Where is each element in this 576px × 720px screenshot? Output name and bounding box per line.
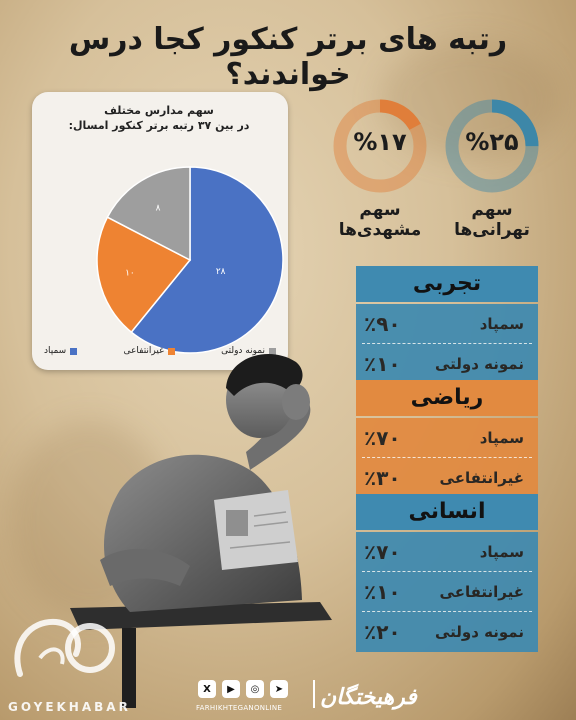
page-title: رتبه های برتر کنکور کجا درس خواندند؟ [68, 22, 508, 92]
row-label: نمونه دولتی [435, 355, 524, 373]
pie-slice-label: ۲۸ [215, 266, 226, 277]
donut-tehran-value: %۲۵ [465, 128, 519, 156]
pie-chart-panel [32, 92, 288, 370]
caption-line: سهم [471, 200, 513, 220]
x-icon[interactable]: X [198, 680, 216, 698]
row-percent: ٪۱۰ [364, 352, 401, 376]
pie-slice-label: ۸ [155, 203, 161, 214]
category-row [356, 532, 538, 572]
donut-mashhad-value: %۱۷ [353, 128, 407, 156]
row-label: سمپاد [479, 543, 524, 561]
row-percent: ٪۷۰ [364, 540, 401, 564]
category-header: ریاضی [356, 380, 538, 416]
brand-logo: فرهیختگان [320, 685, 417, 710]
instagram-icon[interactable]: ◎ [246, 680, 264, 698]
pie-chart [32, 92, 288, 370]
legend-label: غیرانتفاعی [123, 346, 164, 356]
row-percent: ٪۳۰ [364, 466, 401, 490]
donut-tehran [444, 98, 540, 194]
donut-mashhad-caption [325, 200, 435, 241]
row-percent: ٪۹۰ [364, 312, 401, 336]
youtube-icon[interactable]: ▶ [222, 680, 240, 698]
pie-title-line1: سهم مدارس مختلف [104, 104, 214, 117]
goyekhabar-logo [10, 614, 120, 684]
row-label: نمونه دولتی [435, 623, 524, 641]
social-handle: FARHIKHTEGANONLINE [196, 704, 283, 712]
legend-label: نمونه دولتی [221, 346, 265, 356]
legend-label: سمپاد [44, 346, 67, 356]
caption-line: مشهدی‌ها [338, 220, 422, 241]
donut-mashhad [332, 98, 428, 194]
category-row [356, 612, 538, 652]
category-row [356, 304, 538, 344]
category-header: تجربی [356, 266, 538, 302]
donut-tehran-caption [437, 200, 547, 241]
pie-title-line2: در بین ۳۷ رتبه برتر کنکور امسال: [68, 118, 250, 132]
category-row [356, 418, 538, 458]
category-row [356, 344, 538, 384]
telegram-icon[interactable]: ➤ [270, 680, 288, 698]
row-label: سمپاد [479, 429, 524, 447]
row-label: غیرانتفاعی [439, 469, 524, 487]
caption-line: سهم [359, 200, 401, 220]
caption-line: تهرانی‌ها [454, 220, 530, 241]
row-percent: ٪۷۰ [364, 426, 401, 450]
category-row [356, 458, 538, 498]
social-icons [198, 680, 288, 698]
row-label: غیرانتفاعی [439, 583, 524, 601]
row-percent: ٪۱۰ [364, 580, 401, 604]
goyekhabar-wordmark: GOYEKHABAR [8, 700, 131, 714]
row-label: سمپاد [479, 315, 524, 333]
row-percent: ٪۲۰ [364, 620, 401, 644]
pie-slice-label: ۱۰ [125, 268, 135, 279]
category-header: انسانی [356, 494, 538, 530]
category-row [356, 572, 538, 612]
footer-separator [313, 680, 315, 708]
